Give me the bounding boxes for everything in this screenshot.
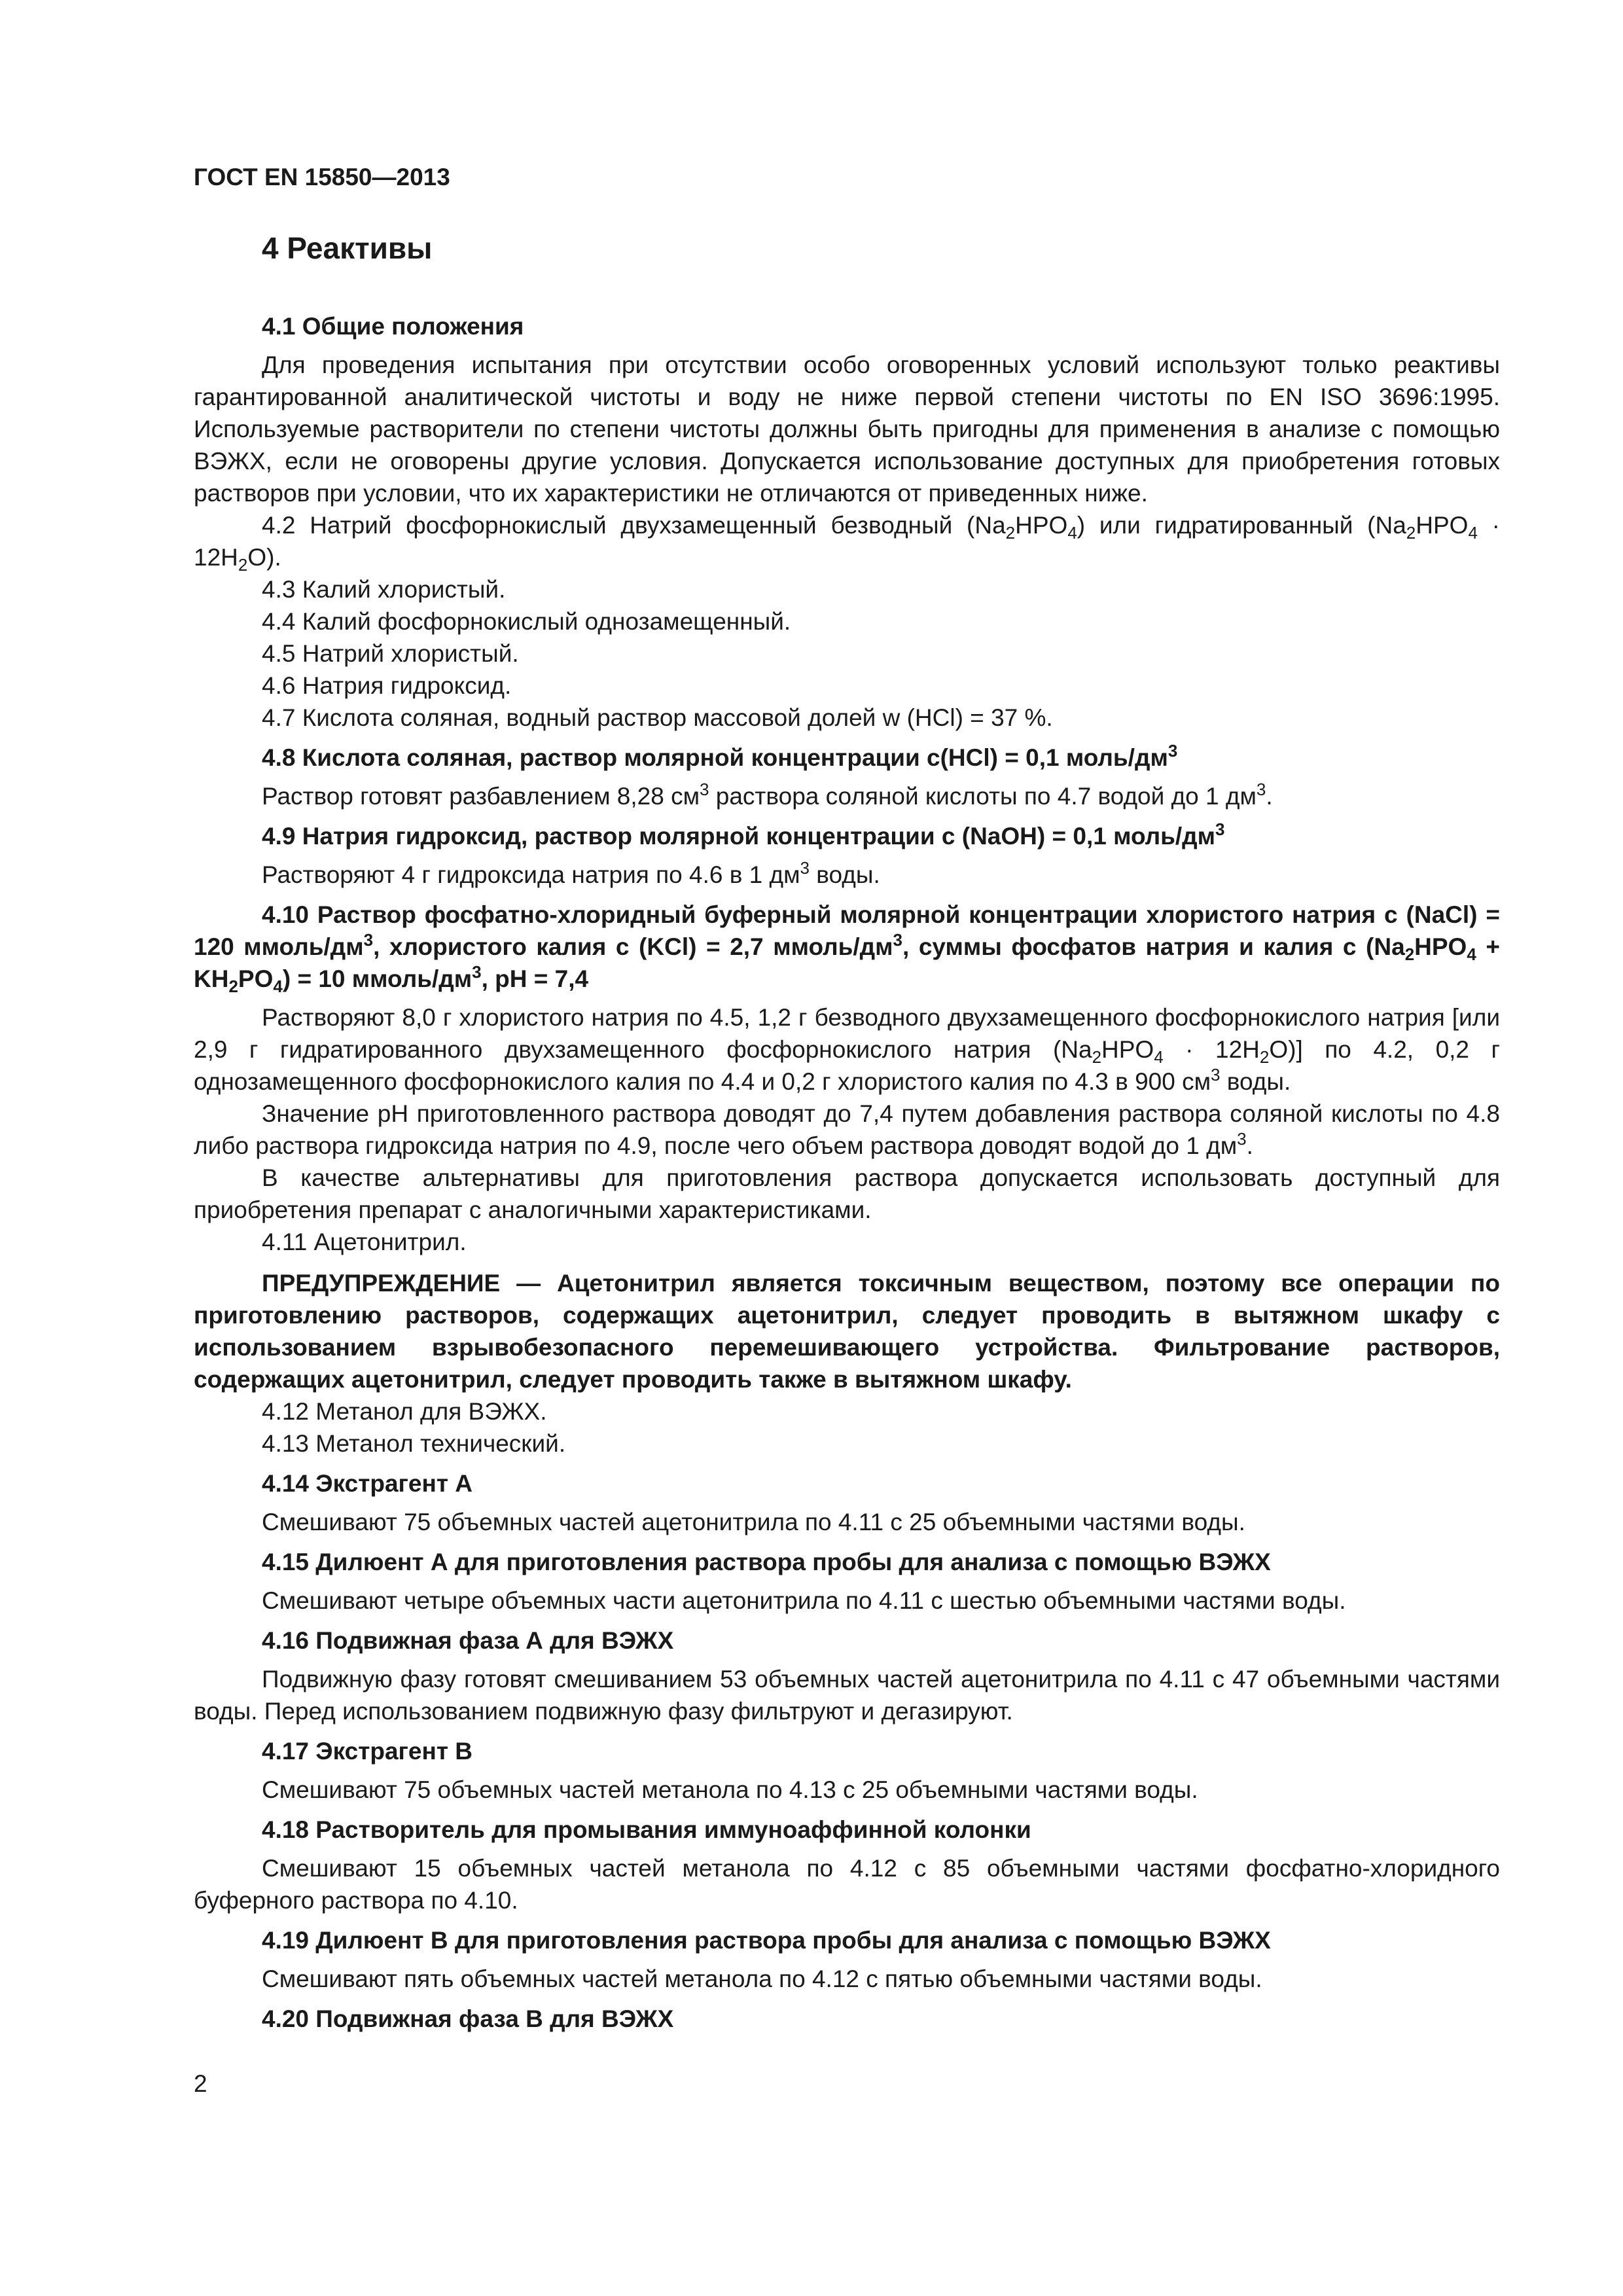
item-4-12: 4.12 Метанол для ВЭЖХ. — [262, 1398, 547, 1425]
heading-4-14: 4.14 Экстрагент А — [262, 1470, 473, 1497]
heading-4-19: 4.19 Дилюент В для приготовления раствора пробы для анализа с помощью ВЭЖХ — [262, 1927, 1271, 1954]
item-4-11: 4.11 Ацетонитрил. — [262, 1229, 467, 1255]
heading-4-9: 4.9 Натрия гидроксид, раствор молярной концентрации c (NaOH) = 0,1 моль/$дм^3$ — [262, 819, 1225, 850]
item-4-7: 4.7 Кислота соляная, водный раствор массовой долей w (HCl) = 37 %. — [262, 704, 1053, 731]
paragraph-4-9: Растворяют 4 г гидроксида натрия по 4.6 в 1 $дм^3$ воды. — [262, 858, 880, 888]
item-4-6: 4.6 Натрия гидроксид. — [262, 672, 512, 699]
section-body — [194, 302, 1500, 2041]
heading-4-10: 4.10 Раствор фосфатно-хлоридный буферный молярной концентрации хлористого натрия c (NaCl) = 120 ммоль/$дм^3$, хлористого калия c (KCl) = 2,7 ммоль/$дм^3$, суммы фосфатов натрия и калия c $(Na_2HPO_4 + KH_2PO_4) = 10$ ммоль/$дм^3$, pH = 7,4 — [194, 901, 1500, 996]
heading-4-8: 4.8 Кислота соляная, раствор молярной концентрации c(HCl) = 0,1 моль/$дм^3$ — [262, 741, 1178, 771]
paragraph-4-15: Смешивают четыре объемных части ацетонитрила по 4.11 с шестью объемными частями воды. — [262, 1587, 1346, 1614]
paragraph-4-14: Смешивают 75 объемных частей ацетонитрила по 4.11 с 25 объемными частями воды. — [262, 1509, 1245, 1535]
heading-4-17: 4.17 Экстрагент В — [262, 1738, 473, 1765]
heading-4-15: 4.15 Дилюент А для приготовления раствора пробы для анализа с помощью ВЭЖХ — [262, 1549, 1271, 1575]
paragraph-4-8: Раствор готовят разбавлением 8,28 $см^3$ раствора соляной кислоты по 4.7 водой до 1 $дм^3$. — [262, 780, 1273, 810]
heading-4-20: 4.20 Подвижная фаза В для ВЭЖХ — [262, 2005, 674, 2032]
page-number: 2 — [194, 2070, 207, 2097]
item-4-4: 4.4 Калий фосфорнокислый однозамещенный. — [262, 608, 791, 635]
paragraph-4-19: Смешивают пять объемных частей метанола по 4.12 с пятью объемными частями воды. — [262, 1965, 1262, 1992]
item-4-13: 4.13 Метанол технический. — [262, 1430, 566, 1457]
heading-4-1: 4.1 Общие положения — [262, 313, 524, 340]
paragraph-4-10-ph: Значение pH приготовленного раствора доводят до 7,4 путем добавления раствора соляной кислоты по 4.8 либо раствора гидроксида натрия по 4.9, после чего объем раствора доводят водой до 1 $дм^3$. — [194, 1100, 1500, 1159]
item-4-3: 4.3 Калий хлористый. — [262, 576, 506, 603]
item-4-2: 4.2 Натрий фосфорнокислый двухзамещенный безводный $(Na_2HPO_4)$ или гидратированный $(Na_2HPO_4 \cdot 12H_2O)$. — [194, 512, 1500, 575]
paragraph-4-16: Подвижную фазу готовят смешиванием 53 объемных частей ацетонитрила по 4.11 с 47 объемными частями воды. Перед использованием подвижную фазу фильтруют и дегазируют. — [194, 1666, 1500, 1725]
paragraph-4-17: Смешивают 75 объемных частей метанола по 4.13 с 25 объемными частями воды. — [262, 1776, 1198, 1803]
paragraph-4-10-composition: Растворяют 8,0 г хлористого натрия по 4.5, 1,2 г безводного двухзамещенного фосфорнокислого натрия [или 2,9 г гидратированного двухзамещенного фосфорнокислого натрия $(Na_2HPO_4 \cdot 12H_2O)$] по 4.2, 0,2 г однозамещенного фосфорнокислого калия по 4.4 и 0,2 г хлористого калия по 4.3 в 900 $см^3$ воды. — [194, 1004, 1500, 1095]
document-code: ГОСТ EN 15850—2013 — [194, 164, 450, 190]
paragraph-4-18: Смешивают 15 объемных частей метанола по 4.12 с 85 объемными частями фосфатно-хлоридного буферного раствора по 4.10. — [194, 1855, 1500, 1914]
heading-4-16: 4.16 Подвижная фаза А для ВЭЖХ — [262, 1627, 674, 1654]
item-4-5: 4.5 Натрий хлористый. — [262, 640, 519, 667]
paragraph-4-10-alternative: В качестве альтернативы для приготовления раствора допускается использовать доступный для приобретения препарат с аналогичными характеристиками. — [194, 1164, 1500, 1223]
paragraph-4-1: Для проведения испытания при отсутствии особо оговоренных условий используют только реактивы гарантированной аналитической чистоты и воду не ниже первой степени чистоты по EN ISO 3696:1995. Используемые растворители по степени чистоты должны быть пригодны для применения в анализе с помощью ВЭЖХ, если не оговорены другие условия. Допускается использование доступных для приобретения готовых растворов при условии, что их характеристики не отличаются от приведенных ниже. — [194, 351, 1500, 507]
heading-4-18: 4.18 Растворитель для промывания иммуноаффинной колонки — [262, 1816, 1031, 1843]
warning-paragraph: ПРЕДУПРЕЖДЕНИЕ — Ацетонитрил является токсичным веществом, поэтому все операции по приготовлению растворов, содержащих ацетонитрил, следует проводить в вытяжном шкафу с использованием взрывобезопасного перемешивающего устройства. Фильтрование растворов, содержащих ацетонитрил, следует проводить также в вытяжном шкафу. — [194, 1270, 1500, 1393]
section-title: 4 Реактивы — [262, 231, 433, 265]
